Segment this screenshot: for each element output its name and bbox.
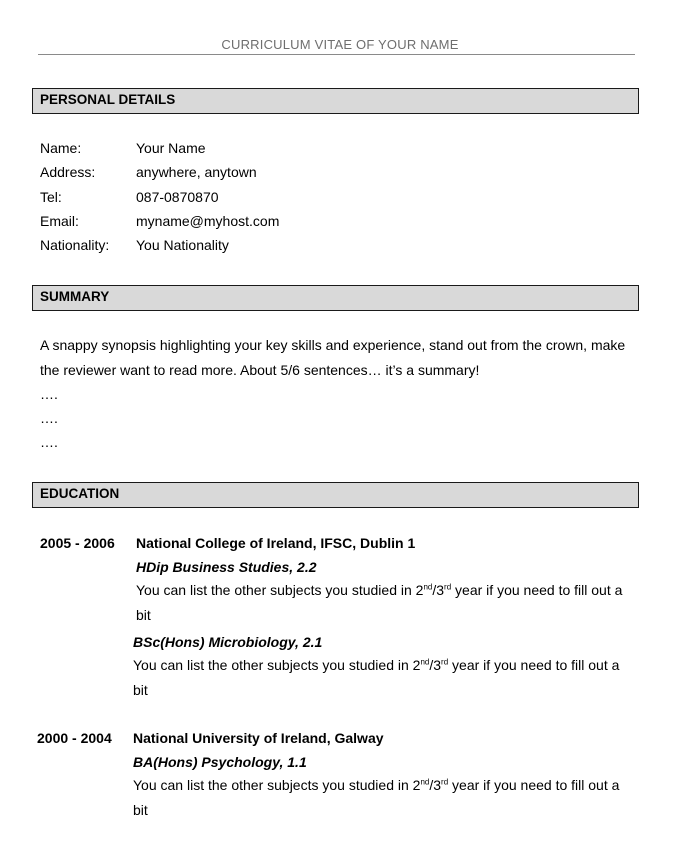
education-degree: BA(Hons) Psychology, 1.1 [133, 754, 307, 770]
nationality-label: Nationality: [40, 237, 110, 253]
education-subjects-note: You can list the other subjects you studied in 2nd/3rd year if you need to fill out a bit [133, 657, 620, 698]
address-value: anywhere, anytown [136, 164, 257, 180]
email-value: myname@myhost.com [136, 213, 280, 229]
address-label: Address: [40, 164, 96, 180]
name-label: Name: [40, 140, 82, 156]
education-subjects-note: You can list the other subjects you studied in 2nd/3rd year if you need to fill out a bit [133, 777, 620, 818]
education-years: 2000 - 2004 [37, 730, 112, 746]
education-institution: National University of Ireland, Galway [133, 730, 384, 746]
education-years: 2005 - 2006 [40, 535, 115, 551]
summary-text: A snappy synopsis highlighting your key skills and experience, stand out from the crown, make the reviewer want to read more. About 5/6 sentences… it’s a summary! [40, 337, 626, 378]
education-degree: HDip Business Studies, 2.2 [136, 559, 317, 575]
email-label: Email: [40, 213, 79, 229]
summary-ellipsis: …. [40, 434, 58, 450]
summary-ellipsis: …. [40, 386, 58, 402]
education-institution: National College of Ireland, IFSC, Dublin 1 [136, 535, 416, 551]
nationality-value: You Nationality [136, 237, 229, 253]
name-value: Your Name [136, 140, 206, 156]
education-subjects-note: You can list the other subjects you studied in 2nd/3rd year if you need to fill out a bit [136, 582, 623, 623]
summary-ellipsis: …. [40, 410, 58, 426]
summary-heading: SUMMARY [32, 285, 639, 311]
title-divider [38, 54, 635, 55]
page-title: CURRICULUM VITAE OF YOUR NAME [221, 37, 459, 52]
education-degree: BSc(Hons) Microbiology, 2.1 [133, 634, 323, 650]
tel-value: 087-0870870 [136, 189, 219, 205]
education-heading: EDUCATION [32, 482, 639, 508]
tel-label: Tel: [40, 189, 62, 205]
personal-details-heading: PERSONAL DETAILS [32, 88, 639, 114]
